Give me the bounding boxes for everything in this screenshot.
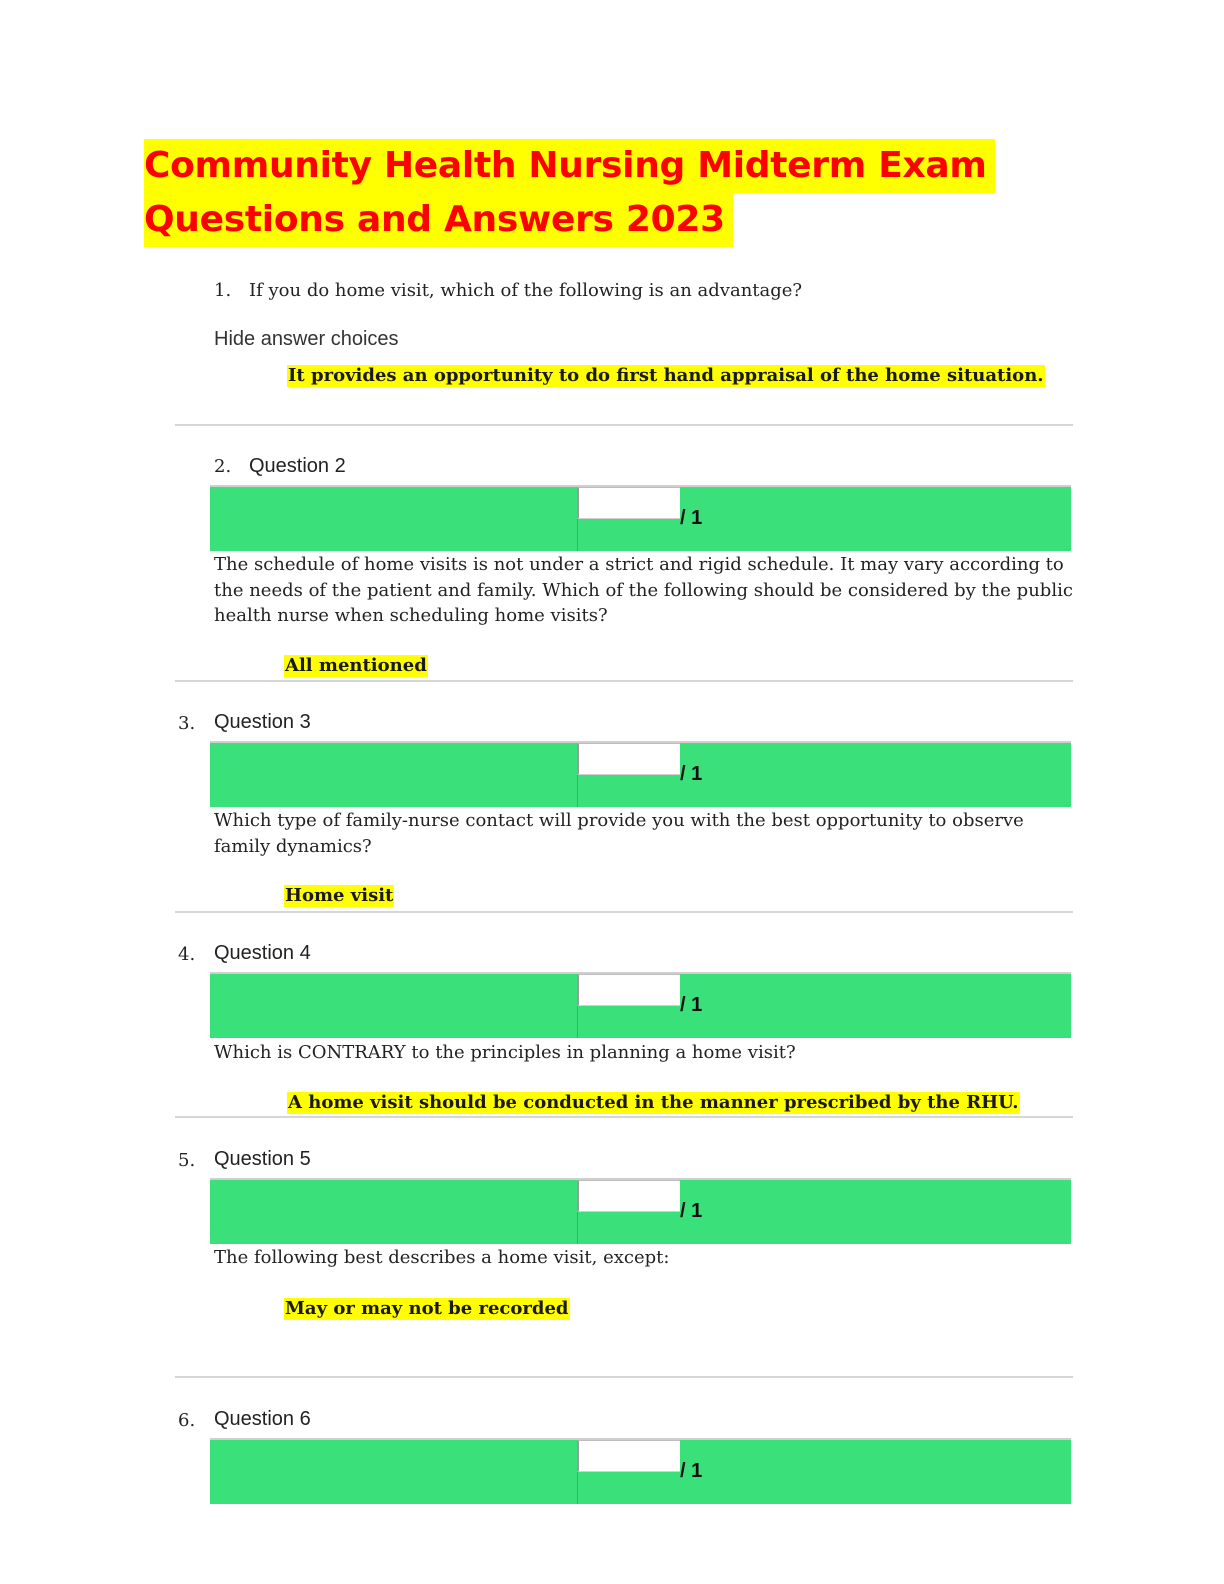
question-6-score-bar xyxy=(210,1438,1071,1504)
question-1-answer: It provides an opportunity to do first hand appraisal of the home situation. xyxy=(288,365,1044,386)
question-2-number: 2. xyxy=(214,456,232,477)
question-2-score-input[interactable] xyxy=(577,487,680,519)
question-3-score-bar xyxy=(210,741,1071,807)
question-5-answer: May or may not be recorded xyxy=(285,1298,569,1319)
question-3-answer: Home visit xyxy=(285,885,394,906)
question-5-score-max: / 1 xyxy=(680,1200,703,1222)
question-5-heading: Question 5 xyxy=(214,1148,311,1170)
question-3-text: Which type of family-nurse contact will provide you with the best opportunity to observe family dynamics? xyxy=(214,810,1024,857)
question-4-heading: Question 4 xyxy=(214,942,311,964)
divider xyxy=(175,1116,1073,1118)
divider xyxy=(175,680,1073,682)
question-3-heading: Question 3 xyxy=(214,711,311,733)
question-2-answer: All mentioned xyxy=(285,655,427,676)
question-5-score-bar xyxy=(210,1178,1071,1244)
question-6-heading: Question 6 xyxy=(214,1408,311,1430)
divider xyxy=(175,911,1073,913)
question-6-number: 6. xyxy=(178,1410,196,1431)
question-5-number: 5. xyxy=(178,1150,196,1171)
question-4-text: Which is CONTRARY to the principles in planning a home visit? xyxy=(214,1042,796,1063)
document-title-line-1: Community Health Nursing Midterm Exam xyxy=(144,139,995,193)
question-4-answer: A home visit should be conducted in the manner prescribed by the RHU. xyxy=(288,1092,1019,1113)
document-title-line-2: Questions and Answers 2023 xyxy=(144,193,733,247)
question-5-text: The following best describes a home visit, except: xyxy=(214,1247,670,1268)
question-1-text: If you do home visit, which of the following is an advantage? xyxy=(249,280,803,301)
question-3-score-max: / 1 xyxy=(680,763,703,785)
question-2-text: The schedule of home visits is not under a strict and rigid schedule. It may vary according to the needs of the patient and family. Which of the following should be considered by the public health nurse when scheduling home visits? xyxy=(214,554,1073,626)
question-3-score-input[interactable] xyxy=(577,743,680,775)
question-4-score-input[interactable] xyxy=(577,974,680,1006)
question-5-score-input[interactable] xyxy=(577,1180,680,1212)
question-3-number: 3. xyxy=(178,713,196,734)
divider xyxy=(175,1376,1073,1378)
question-1-number: 1. xyxy=(214,280,232,301)
question-2-score-max: / 1 xyxy=(680,507,703,529)
question-6-score-input[interactable] xyxy=(577,1440,680,1472)
hide-answer-choices-link[interactable]: Hide answer choices xyxy=(214,328,399,350)
question-4-score-bar xyxy=(210,972,1071,1038)
question-2-heading: Question 2 xyxy=(249,455,346,477)
question-6-score-max: / 1 xyxy=(680,1460,703,1482)
question-4-number: 4. xyxy=(178,944,196,965)
divider xyxy=(175,424,1073,426)
question-2-score-bar xyxy=(210,485,1071,551)
question-4-score-max: / 1 xyxy=(680,994,703,1016)
